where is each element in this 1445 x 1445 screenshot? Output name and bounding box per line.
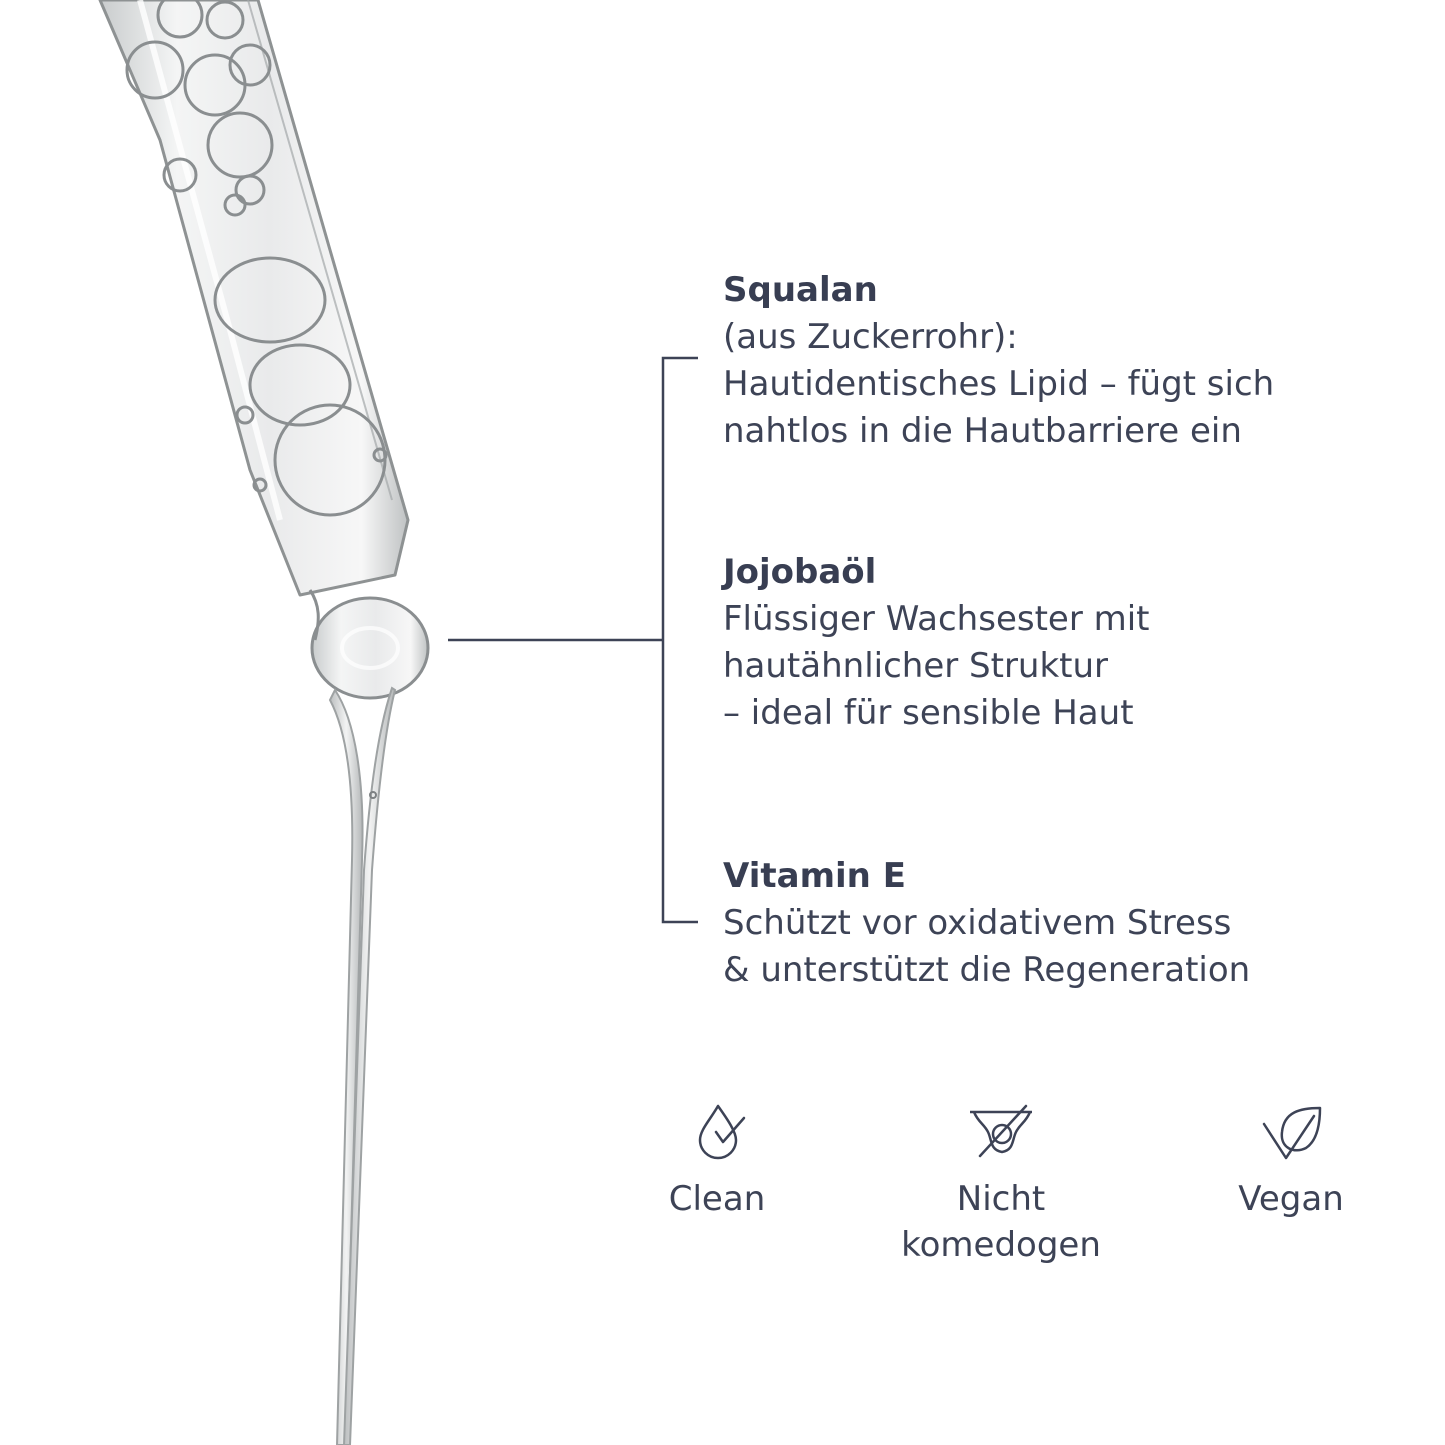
ingredient-name: Jojobaöl [723, 552, 877, 592]
badge-label: Vegan [1238, 1179, 1344, 1219]
ingredient-desc-line: nahtlos in die Hautbarriere ein [723, 411, 1242, 451]
badge-clean [567, 1176, 867, 1222]
ingredient-desc-line: Hautidentisches Lipid – fügt sich [723, 364, 1275, 404]
ingredient-jojoba [723, 548, 1150, 737]
badge-label: Clean [668, 1179, 766, 1219]
ingredient-vitamin-e [723, 852, 1250, 994]
pipette-bulb [310, 590, 428, 698]
badge-label: Nicht [956, 1179, 1046, 1219]
ingredient-bracket [448, 358, 698, 922]
ingredient-desc-line: Schützt vor oxidativem Stress [723, 903, 1232, 943]
no-pore-icon [966, 1104, 1038, 1160]
ingredient-desc-line: & unterstützt die Regeneration [723, 950, 1251, 990]
ingredient-desc-line: (aus Zuckerrohr): [723, 317, 1018, 357]
ingredient-name: Vitamin E [723, 856, 906, 896]
ingredient-desc-line: Flüssiger Wachsester mit [723, 599, 1150, 639]
ingredient-name: Squalan [723, 270, 878, 310]
drop-check-icon [692, 1102, 748, 1162]
ingredient-squalan [723, 266, 1274, 455]
badge-label: komedogen [901, 1225, 1101, 1265]
badge-nicht-komedogen [851, 1176, 1151, 1268]
badge-vegan [1141, 1176, 1441, 1222]
ingredient-desc-line: – ideal für sensible Haut [723, 693, 1134, 733]
serum-drip [330, 688, 395, 1445]
ingredient-desc-line: hautähnlicher Struktur [723, 646, 1109, 686]
leaf-icon [1260, 1104, 1326, 1162]
